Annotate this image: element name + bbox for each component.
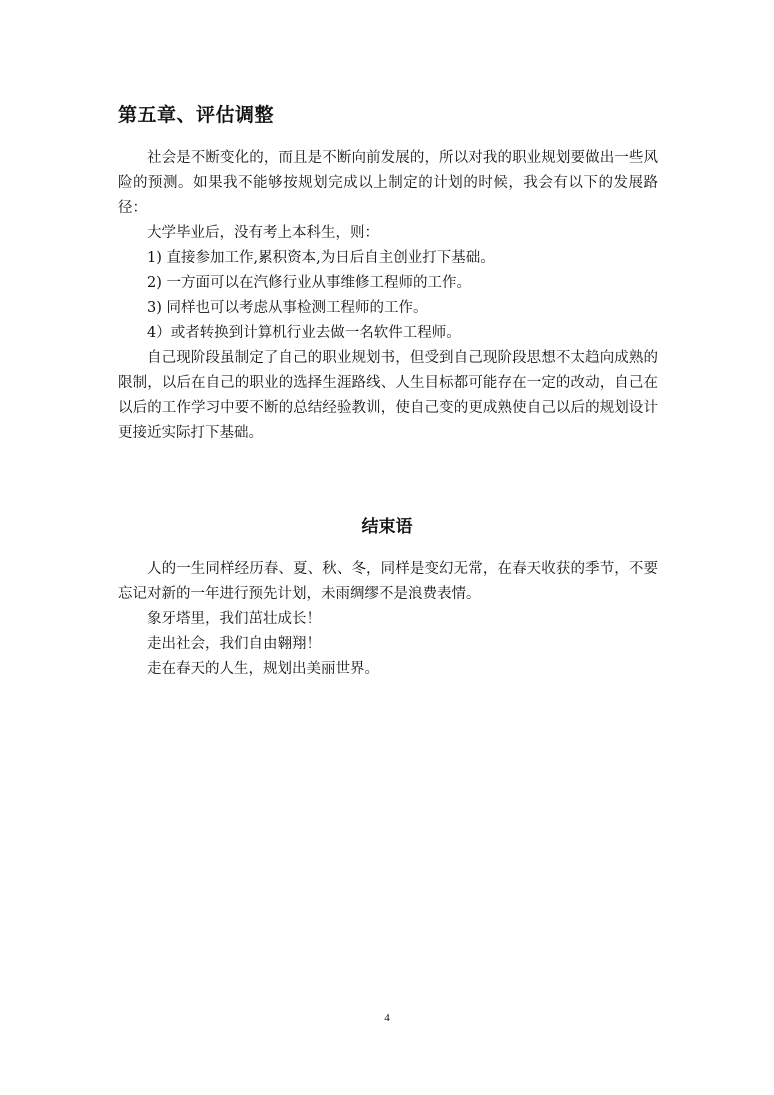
- option-item: 1) 直接参加工作,累积资本,为日后自主创业打下基础。: [147, 250, 495, 266]
- conclusion-body: [118, 557, 658, 682]
- option-item: 4）或者转换到计算机行业去做一名软件工程师。: [147, 325, 461, 341]
- intro-paragraph: 社会是不断变化的，而且是不断向前发展的，所以对我的职业规划要做出一些风险的预测。如果我不能够按规划完成以上制定的计划的时候，我会有以下的发展路径：: [118, 150, 658, 216]
- option-item: 2) 一方面可以在汽修行业从事维修工程师的工作。: [147, 275, 471, 291]
- option-item: 3) 同样也可以考虑从事检测工程师的工作。: [147, 300, 428, 316]
- conclusion-line: 象牙塔里，我们茁壮成长！: [147, 611, 321, 627]
- condition-paragraph: 大学毕业后，没有考上本科生，则：: [147, 225, 379, 241]
- conclusion-title: 结束语: [361, 517, 413, 537]
- closing-paragraph: 自己现阶段虽制定了自己的职业规划书，但受到自己现阶段思想不太趋向成熟的限制，以后在自己的职业的选择生涯路线、人生目标都可能存在一定的改动，自己在以后的工作学习中要不断的总结经验教训，使自己变的更成熟使自己以后的规划设计更接近实际打下基础。: [118, 350, 658, 441]
- conclusion-line: 走出社会，我们自由翱翔！: [147, 636, 321, 652]
- chapter-title: 第五章、评估调整: [118, 104, 275, 126]
- conclusion-line: 走在春天的人生，规划出美丽世界。: [147, 661, 379, 677]
- chapter-body: [118, 146, 658, 446]
- conclusion-paragraph: 人的一生同样经历春、夏、秋、冬，同样是变幻无常，在春天收获的季节，不要忘记对新的一年进行预先计划，未雨绸缪不是浪费表情。: [118, 561, 658, 602]
- page-number: 4: [384, 1012, 390, 1024]
